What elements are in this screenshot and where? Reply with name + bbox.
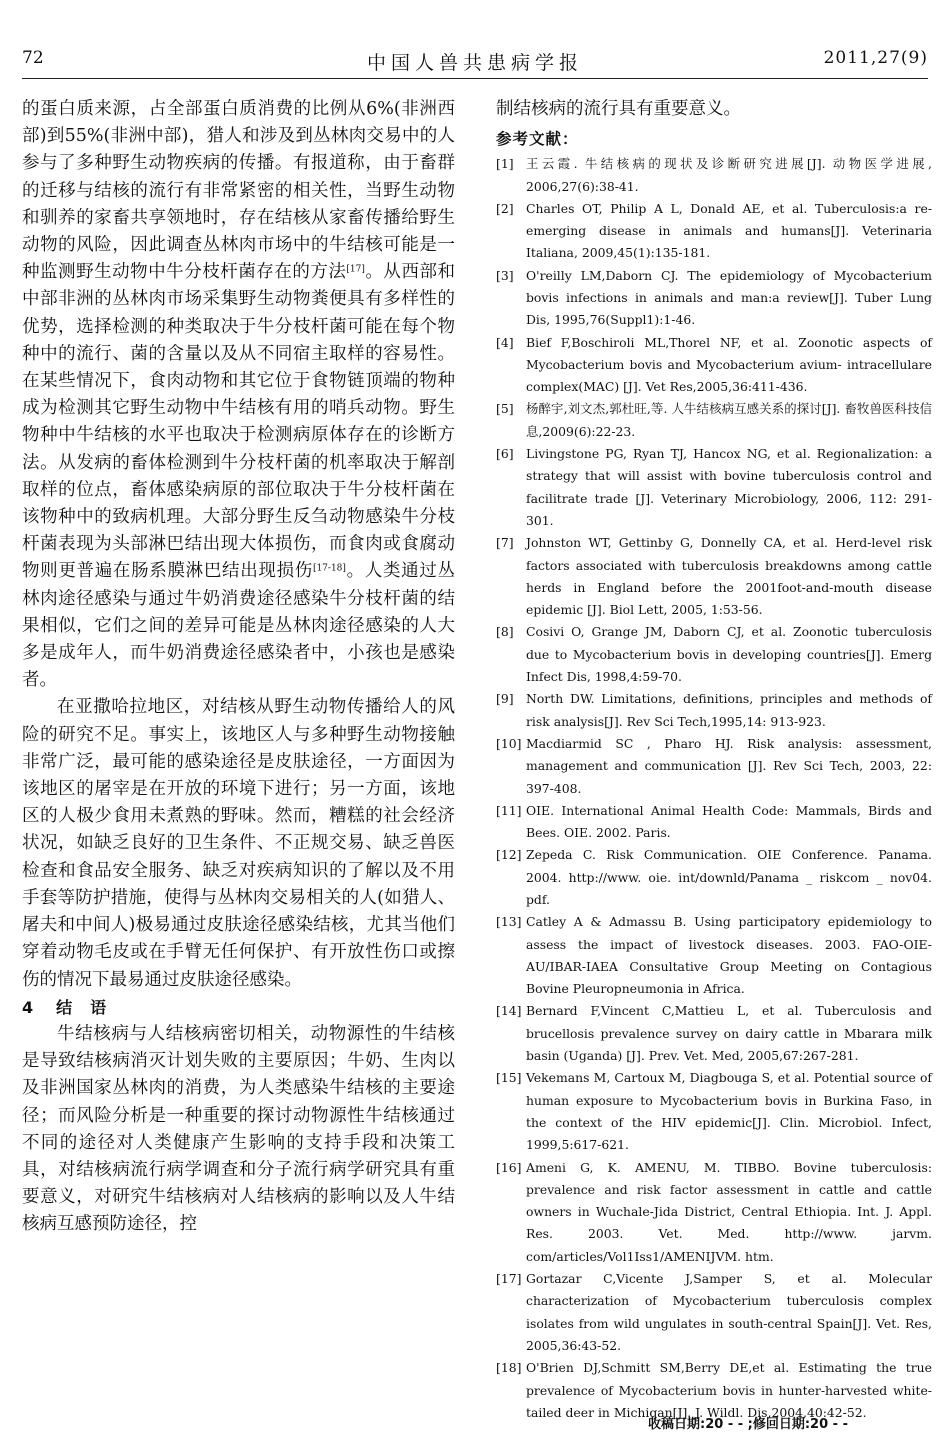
reference-number: [12] — [496, 847, 522, 863]
reference-number: [7] — [496, 535, 514, 551]
reference-number: [13] — [496, 914, 522, 930]
reference-text: North DW. Limitations, definitions, principles and methods of risk analysis[J]. Rev Sci Tech,1995,14: 913-923. — [526, 691, 932, 729]
reference-item — [496, 1067, 932, 1156]
reference-item — [496, 1000, 932, 1067]
reference-number: [5] — [496, 401, 514, 417]
reference-item — [496, 332, 932, 399]
journal-title: 中国人兽共患病学报 — [366, 52, 583, 74]
reference-text: O'reilly LM,Daborn CJ. The epidemiology of Mycobacterium bovis infections in animals and man:a review[J]. Tuber Lung Dis, 1995,76(Suppl1):1-46. — [526, 267, 932, 328]
reference-text: O'Brien DJ,Schmitt SM,Berry DE,et al. Estimating the true prevalence of Mycobacterium bovis in hunter-harvested white-tailed deer in Michigan[J]. J. Wildl. Dis,2004,40:42-52. — [526, 1360, 932, 1420]
reference-text: Ameni G, K. AMENU, M. TIBBO. Bovine tuberculosis: prevalence and risk factor assessment in cattle and cattle owners in Wuchale-Jida District, Central Ethiopia. Int. J. Appl. Res. 2003. Vet. Med. http://www. jarvm. com/articles/Vol1Iss1/AMENIJVM. htm. — [526, 1159, 932, 1264]
reference-text: Bernard F,Vincent C,Mattieu L, et al. Tuberculosis and brucellosis prevalence survey on dairy cattle in Mbarara milk basin (Uganda) [J]. Prev. Vet. Med, 2005,67:267-281. — [526, 1003, 932, 1064]
reference-text: Vekemans M, Cartoux M, Diagbouga S, et al. Potential source of human exposure to Mycobacterium bovis in Burkina Faso, in the context of the HIV epidemic[J]. Clin. Microbiol. Infect, 1999,5:617-621. — [526, 1070, 932, 1153]
reference-text: Bief F,Boschiroli ML,Thorel NF, et al. Zoonotic aspects of Mycobacterium bovis and Mycobacterium avium- intracellulare complex(MAC) [J]. Vet Res,2005,36:411-436. — [526, 334, 932, 395]
reference-item — [496, 688, 932, 733]
reference-text: Charles OT, Philip A L, Donald AE, et al. Tuberculosis:a re-emerging disease in animals and humans[J]. Veterinaria Italiana, 2009,45(1):135-181. — [526, 200, 932, 261]
page-header — [22, 48, 928, 79]
reference-number: [3] — [496, 267, 514, 283]
reference-text: OIE. International Animal Health Code: Mammals, Birds and Bees. OIE. 2002. Paris. — [526, 802, 932, 841]
reference-number: [6] — [496, 446, 514, 462]
reference-number: [17] — [496, 1271, 522, 1287]
reference-item — [496, 265, 932, 332]
body-paragraph: 牛结核病与人结核病密切相关，动物源性的牛结核是导致结核病消灭计划失败的主要原因；牛奶、生肉以及非洲国家丛林肉的消费，为人类感染牛结核的主要途径；而风险分析是一种重要的探讨动物源性牛结核通过不同的途径对人类健康产生影响的支持手段和决策工具，对结核病流行病学调查和分子流行病学研究具有重要意义，对研究牛结核病对人结核病的影响以及人牛结核病互感预防途径，控 — [22, 1023, 455, 1235]
reference-number: [8] — [496, 624, 514, 640]
reference-number: [10] — [496, 735, 522, 751]
reference-number: [1] — [496, 156, 514, 172]
reference-text: Johnston WT, Gettinby G, Donnelly CA, et al. Herd-level risk factors associated with tuberculosis breakdowns among cattle herds in England before the 2001foot-and-mouth disease epidemic [J]. Biol Lett, 2005, 1:53-56. — [526, 535, 932, 618]
right-column — [496, 96, 932, 1424]
reference-item — [496, 153, 932, 198]
body-paragraph: 制结核病的流行具有重要意义。 — [496, 99, 741, 119]
reference-number: [16] — [496, 1159, 522, 1175]
reference-text: Livingstone PG, Ryan TJ, Hancox NG, et al. Regionalization: a strategy that will assist with bovine tuberculosis control and facilitrate trade [J]. Veterinary Microbiology, 2006, 112: 291-301. — [526, 446, 932, 528]
body-paragraph: 的蛋白质来源，占全部蛋白质消费的比例从6%(非洲西部)到55%(非洲中部)，猎人和涉及到丛林肉交易中的人参与了多种野生动物疾病的传播。有报道称，由于畜群的迁移与结核的流行有非常紧密的相关性，当野生动物和驯养的家畜共享领地时，存在结核从家畜传播给野生动物的风险，因此调查丛林肉市场中的牛结核可能是一种监测野生动物中牛分枝杆菌存在的方法[17]。从西部和中部非洲的丛林肉市场采集野生动物粪便具有多样性的优势，选择检测的种类取决于牛分枝杆菌可能在每个物种中的流行、菌的含量以及从不同宿主取样的容易性。在某些情况下，食肉动物和其它位于食物链顶端的物种成为检测其它野生动物中牛结核有用的哨兵动物。野生物种中牛结核的水平也取决于检测病原体存在的诊断方法。从发病的畜体检测到牛分枝杆菌的机率取决于解剖取样的位点，畜体感染病原的部位取决于牛分枝杆菌在该物种中的致病机理。大部分野生反刍动物感染牛分枝杆菌表现为头部淋巴结出现大体损伤，而食肉或食腐动物则更普遍在肠系膜淋巴结出现损伤[17-18]。人类通过丛林肉途径感染与通过牛奶消费途径感染牛分枝杆菌的结果相似，它们之间的差异可能是丛林肉途径感染的人大多是成年人，而牛奶消费途径感染者中，小孩也是感染者。 — [22, 99, 456, 691]
reference-text: 王云霞. 牛结核病的现状及诊断研究进展[J]. 动物医学进展, 2006,27(6):38-41. — [526, 156, 932, 194]
reference-item — [496, 800, 932, 845]
volume-issue: 2011,27(9) — [823, 48, 928, 68]
references-heading: 参考文献： — [496, 130, 579, 149]
citation: [17-18] — [312, 564, 346, 575]
reference-number: [18] — [496, 1360, 522, 1376]
reference-number: [2] — [496, 200, 514, 216]
reference-number: [15] — [496, 1070, 522, 1086]
reference-number: [9] — [496, 691, 514, 707]
left-column — [22, 96, 455, 1239]
reference-item — [496, 844, 932, 911]
reference-item — [496, 621, 932, 688]
reference-text: 杨醉宇,刘文杰,郭杜旺,等. 人牛结核病互感关系的探讨[J]. 畜牧兽医科技信息,2009(6):22-23. — [526, 401, 932, 439]
received-date: 收稿日期:20 - - ;修回日期:20 - - — [648, 1417, 848, 1432]
reference-number: [14] — [496, 1003, 522, 1019]
section-heading: 4 结 语 — [22, 997, 108, 1017]
body-paragraph: 在亚撒哈拉地区，对结核从野生动物传播给人的风险的研究不足。事实上，该地区人与多种野生动物接触非常广泛，最可能的感染途径是皮肤途径，一方面因为该地区的屠宰是在开放的环境下进行；另一方面，该地区的人极少食用未煮熟的野味。然而，糟糕的社会经济状况，如缺乏良好的卫生条件、不正规交易、缺乏兽医检查和食品安全服务、缺乏对疾病知识的了解以及不用手套等防护措施，使得与丛林肉交易相关的人(如猎人、屠夫和中间人)极易通过皮肤途径感染结核，尤其当他们穿着动物毛皮或在手臂无任何保护、有开放性伤口或擦伤的情况下最易通过皮肤途径感染。 — [22, 697, 455, 990]
reference-item — [496, 911, 932, 1000]
page-number: 72 — [22, 48, 44, 68]
reference-item — [496, 198, 932, 265]
reference-text: Cosivi O, Grange JM, Daborn CJ, et al. Zoonotic tuberculosis due to Mycobacterium bovis in developing countries[J]. Emerg Infect Dis, 1998,4:59-70. — [526, 624, 932, 685]
reference-item — [496, 733, 932, 800]
reference-number: [11] — [496, 802, 522, 818]
reference-text: Catley A & Admassu B. Using participatory epidemiology to assess the impact of livestock diseases. 2003. FAO-OIE-AU/IBAR-IAEA Consultative Group Meeting on Contagious Bovine Pleuropneumonia in Africa. — [526, 914, 932, 997]
reference-item — [496, 443, 932, 532]
reference-list — [496, 153, 932, 1424]
reference-item — [496, 1268, 932, 1357]
reference-text: Macdiarmid SC , Pharo HJ. Risk analysis: assessment, management and communication [J]. Rev Sci Tech, 2003, 22: 397-408. — [526, 735, 932, 796]
reference-item — [496, 1157, 932, 1268]
reference-item — [496, 398, 932, 443]
citation: [17] — [346, 264, 365, 275]
reference-text: Zepeda C. Risk Communication. OIE Conference. Panama. 2004. http://www. oie. int/downld/Panama _ riskcom _ nov04. pdf. — [526, 847, 932, 907]
reference-text: Gortazar C,Vicente J,Samper S, et al. Molecular characterization of Mycobacterium tuberculosis complex isolates from wild ungulates in south-central Spain[J]. Vet. Res, 2005,36:43-52. — [526, 1271, 932, 1353]
reference-number: [4] — [496, 334, 514, 350]
reference-item — [496, 532, 932, 621]
